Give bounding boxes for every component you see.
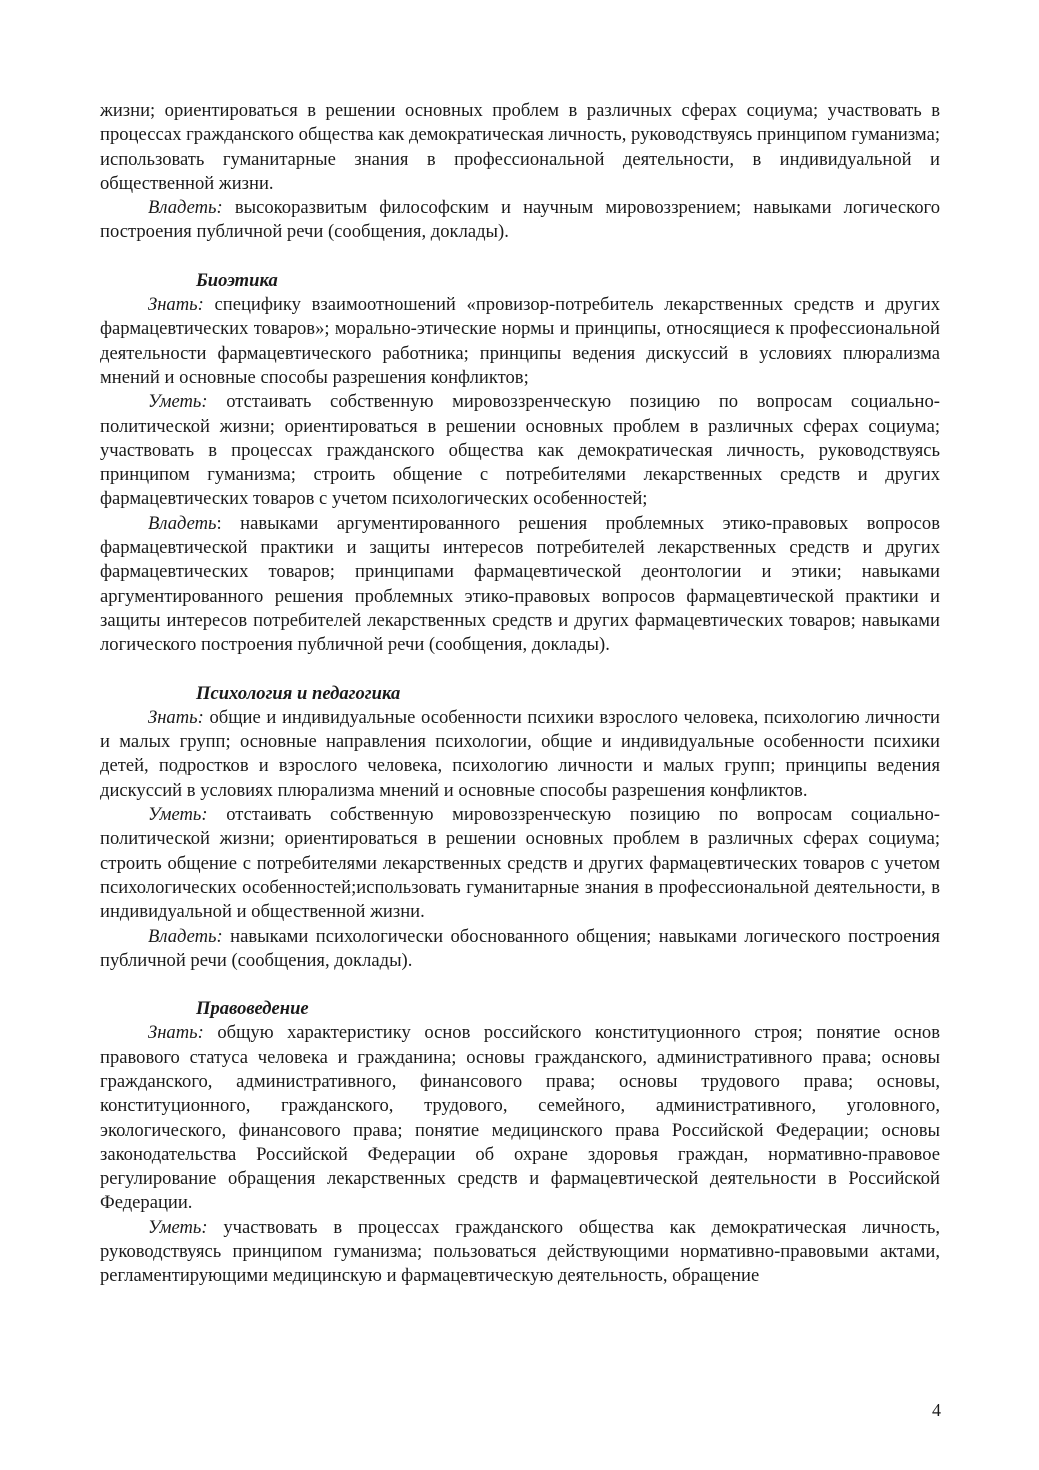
- own-paragraph: [100, 512, 940, 658]
- section-law: [100, 997, 940, 1289]
- know-paragraph: [100, 293, 940, 390]
- know-text: общую характеристику основ российского конституционного строя; понятие основ правового статуса человека и гражданина; основы гражданского, административного права; основы гражданского, административного, финансового права; основы трудового права; основы, конституционного, гражданского, трудового, семейного, административного, уголовного, экологического, финансового права; понятие медицинского права Российской Федерации; основы законодательства Российской Федерации об охране здоровья граждан, нормативно-правовое регулирование обращения лекарственных средств и фармацевтической деятельности в Российской Федерации.: [100, 1022, 940, 1214]
- section-title: Биоэтика: [196, 269, 278, 291]
- own-label: Владеть:: [148, 197, 223, 219]
- able-label: Уметь:: [148, 391, 208, 413]
- able-paragraph: [100, 803, 940, 924]
- able-text: отстаивать собственную мировоззренческую позицию по вопросам социально-политической жизни; ориентироваться в решении основных проблем в различных сферах социума; участвовать в процессах гражданского общества как демократическая личность, руководствуясь принципом гуманизма; строить общение с потребителями лекарственных средств и других фармацевтических товаров с учетом психологических особенностей;: [100, 391, 940, 510]
- know-label: Знать:: [148, 1022, 204, 1044]
- page-number: 4: [932, 1400, 941, 1420]
- section-bioethics: [100, 269, 940, 658]
- able-text: отстаивать собственную мировоззренческую позицию по вопросам социально-политической жизни; ориентироваться в решении основных проблем в различных сферах социума; строить общение с потребителями лекарственных средств и других фармацевтических товаров с учетом психологических особенностей;использовать гуманитарные знания в профессиональной деятельности, в индивидуальной и общественной жизни.: [100, 804, 940, 923]
- intro-continuation: жизни; ориентироваться в решении основных проблем в различных сферах социума; участвовать в процессах гражданского общества как демократическая личность, руководствуясь принципом гуманизма; использовать гуманитарные знания в профессиональной деятельности, в индивидуальной и общественной жизни.: [100, 100, 940, 194]
- own-label: Владеть:: [148, 925, 223, 947]
- own-label: Владеть: [148, 512, 217, 534]
- section-title: Психология и педагогика: [196, 682, 401, 704]
- know-label: Знать:: [148, 706, 204, 728]
- able-paragraph: [100, 390, 940, 511]
- able-text: участвовать в процессах гражданского общества как демократическая личность, руководствуясь принципом гуманизма; пользоваться действующими нормативно-правовыми актами, регламентирующими медицинскую и фармацевтическую деятельность, обращение: [100, 1216, 940, 1287]
- section-psychology: [100, 682, 940, 974]
- own-text: навыками психологически обоснованного общения; навыками логического построения публичной речи (сообщения, доклады).: [100, 925, 940, 971]
- own-text: высокоразвитым философским и научным мировоззрением; навыками логического построения публичной речи (сообщения, доклады).: [100, 197, 940, 243]
- able-label: Уметь:: [148, 804, 208, 826]
- know-paragraph: [100, 706, 940, 803]
- section-title: Правоведение: [196, 998, 309, 1020]
- able-label: Уметь:: [148, 1216, 208, 1238]
- own-paragraph: [100, 925, 940, 974]
- own-text: : навыками аргументированного решения проблемных этико-правовых вопросов фармацевтической практики и защиты интересов потребителей лекарственных средств и других фармацевтических товаров; принципами фармацевтической деонтологии и этики; навыками аргументированного решения проблемных этико-правовых вопросов фармацевтической практики и защиты интересов потребителей лекарственных средств и других фармацевтических товаров; навыками логического построения публичной речи (сообщения, доклады).: [100, 512, 940, 656]
- intro-own-paragraph: [100, 196, 940, 245]
- know-text: специфику взаимоотношений «провизор-потребитель лекарственных средств и других фармацевтических товаров»; морально-этические нормы и принципы, относящиеся к профессиональной деятельности фармацевтического работника; принципы ведения дискуссий в условиях плюрализма мнений и основные способы разрешения конфликтов;: [100, 294, 940, 388]
- page-body: [100, 99, 940, 1289]
- know-label: Знать:: [148, 294, 204, 316]
- know-text: общие и индивидуальные особенности психики взрослого человека, психологию личности и малых групп; основные направления психологии, общие и индивидуальные особенности психики детей, подростков и взрослого человека, психологию личности и малых групп; принципы ведения дискуссий в условиях плюрализма мнений и основные способы разрешения конфликтов.: [100, 706, 940, 801]
- able-paragraph: [100, 1216, 940, 1289]
- know-paragraph: [100, 1021, 940, 1215]
